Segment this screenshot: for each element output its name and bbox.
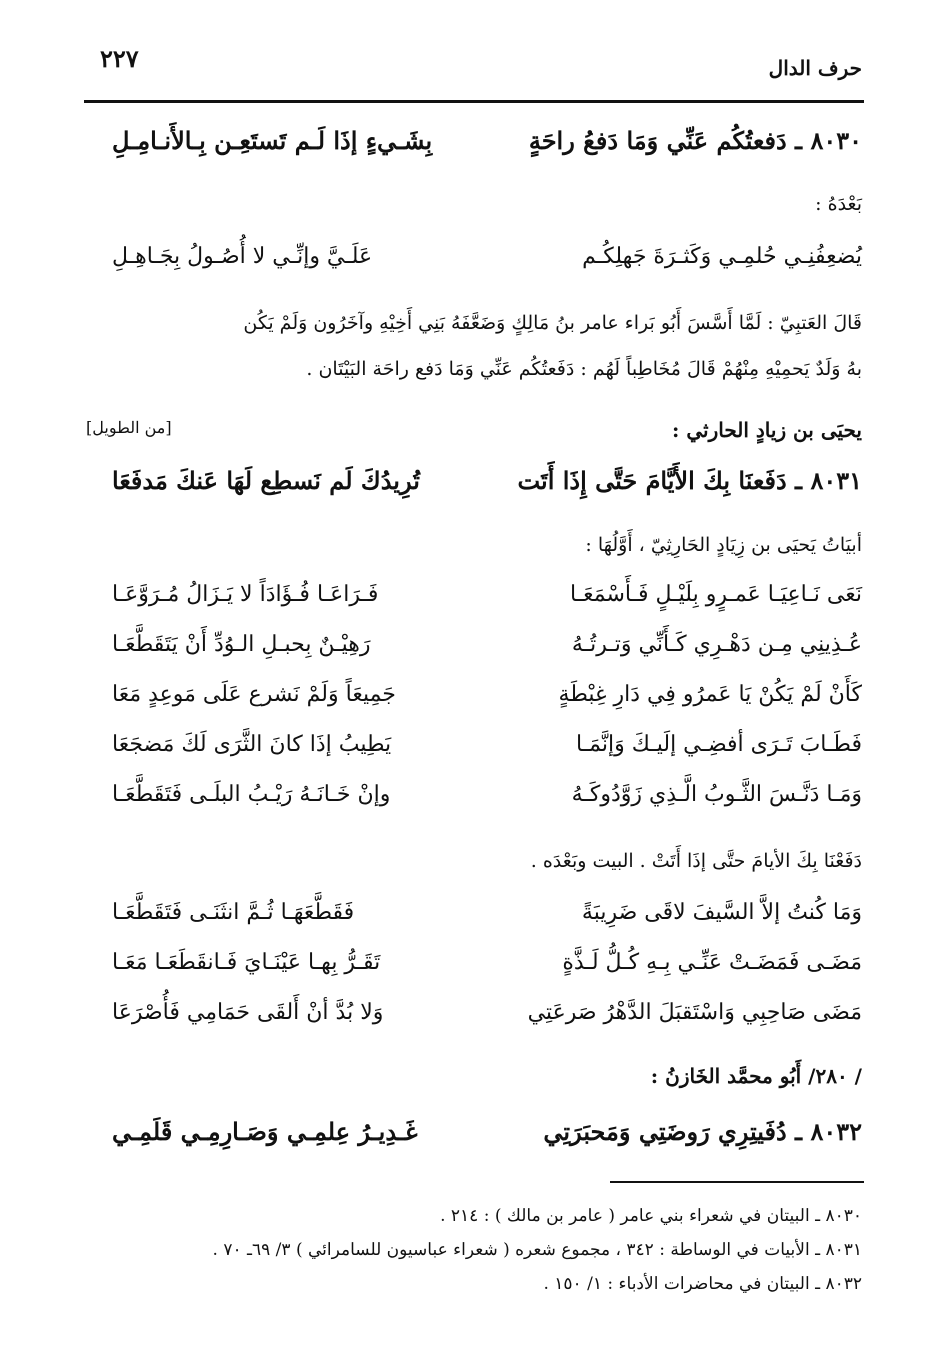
verse-hemistich-second: يَطِيبُ إذَا كانَ الثَّرَى لَكَ مَضجَعَا: [112, 732, 392, 757]
verse-hemistich-second: رَهِيْـنٌ بِحبـلِ الـوُدِّ أَنْ يَتَقَطَّعَـا: [112, 632, 371, 657]
verse-hemistich-second: تُرِيدُكَ لَم نَسطِع لَهَا عَنكَ مَدفَعَا: [112, 466, 420, 495]
poem-line: [112, 1000, 862, 1044]
footnote: ٨٠٣٢ ـ البيتان في محاضرات الأدباء : ١/ ١٥٠ .: [543, 1274, 862, 1294]
verse-hemistich-first: فَطَـابَ تَـرَى أفضِـي إلَيـكَ وَإنَّمَـا: [576, 732, 862, 757]
poem-line: [112, 900, 862, 944]
verse-hemistich-second: عَلَـيَّ وإنِّـي لا أُصُـولُ بِجَـاهِـلِ: [112, 244, 373, 269]
meter-label: [من الطويل]: [86, 418, 172, 437]
poet-heading: يحيَى بن زيادٍ الحارثي :: [672, 418, 862, 442]
poem-line: [112, 582, 862, 626]
verse-hemistich-first: عُـذِينِي مِـن دَهْـرِي كَـأَنِّي وَتـرتُـهُ: [571, 632, 862, 657]
verse-hemistich-second: بِشَـيءٍ إذَا لَـم تَستَعِـن بِـالأَنـامِـلِ: [112, 126, 433, 155]
verse-8030: [112, 126, 862, 170]
verse-hemistich-first: وَمَـا دَنَّـسَ الثَّـوبُ الَّـذِي زَوَّدُوكَـهُ: [571, 782, 862, 807]
page-number: ٢٢٧: [100, 44, 139, 73]
verse-hemistich-second: تَقَـرُّ بِهـا عَيْنَـايَ فَـانقَطَعَـا مَعَـا: [112, 950, 381, 975]
verse-hemistich-first: وَمَا كُنتُ إلاَّ السَّيفَ لاقَى ضَرِيبَةً: [581, 900, 862, 925]
verse-hemistich-first: يُضعِفُنِـي حُلمِـي وَكَثـرَةَ جَهلِكُـم: [582, 244, 862, 269]
verse-hemistich-first: مَضَـى فَمَضَـتْ عَنِّـي بِـهِ كُـلُّ لَـذَّةٍ: [562, 950, 862, 975]
poem-line: [112, 950, 862, 994]
poem-intro: أبيَاتُ يَحيَى بن زِيَادٍ الحَارِثِيّ ، أَوَّلُهَا :: [585, 534, 862, 556]
footnote: ٨٠٣٠ ـ البيتان في شعراء بني عامر ( عامر بن مالك ) : ٢١٤ .: [440, 1206, 862, 1226]
after-label: بَعْدَهُ :: [815, 193, 862, 215]
verse-hemistich-first: نَعَى نَـاعِيَـا عَمـرٍو بِلَيْـلٍ فَـأَسْمَعَـا: [569, 582, 862, 607]
verse-hemistich-first: ٨٠٣٢ ـ دُفَيتِرِي رَوضَتِي وَمَحبَرَتِي: [543, 1117, 862, 1146]
verse-hemistich-second: فَـرَاعَـا فُـؤَادَاً لا يَـزَالُ مُـرَوَّعَـا: [112, 582, 379, 607]
poet-heading: / ٢٨٠/ أَبُو محمَّد الخَازنُ :: [650, 1064, 862, 1088]
verse-hemistich-second: وَلا بُدَّ أنْ أَلقَى حَمَامِي فَأُصْرَعَا: [112, 1000, 384, 1025]
commentary-line-1: قَالَ العَتبِيّ : لَمَّا أَسَّسَ أَبُو بَراء عامر بنُ مَالِكٍ وَضَعَّفَهُ بَنِي أَخِيْهِ وآخَرُون وَلَمْ يَكُن: [243, 312, 862, 334]
verse-8032: [112, 1117, 862, 1161]
poem-line: [112, 732, 862, 776]
running-header: حرف الدال: [768, 56, 862, 80]
header-rule: [84, 100, 864, 103]
after-verse: [112, 244, 862, 288]
footnote: ٨٠٣١ ـ الأبيات في الوساطة : ٣٤٢ ، مجموع شعره ( شعراء عباسيون للسامرائي ) ٣/ ٦٩ـ ٧٠ .: [212, 1240, 862, 1260]
verse-8031: [112, 466, 862, 510]
footnote-rule: [610, 1181, 864, 1183]
poem-line: [112, 632, 862, 676]
verse-hemistich-first: مَضَى صَاحِبِي وَاسْتَقبَلَ الدَّهْرُ صَرعَتِي: [527, 1000, 862, 1025]
commentary-line-2: بهُ وَلَدٌ يَحمِيْهِ مِنْهُمْ قَالَ مُخَاطِباً لَهُم : دَفَعتُكُم عَنِّي وَمَا دَفع راحَة البَيْتَان .: [306, 358, 862, 380]
verse-hemistich-second: فَقَطَّعَهَـا ثُـمَّ انثَنَـى فَتَقَطَّعَـا: [112, 900, 355, 925]
quote-line: دَفَعْنَا بِكَ الأيامَ حتَّى إذَا أَتَتْ . البيت وبَعْدَه .: [530, 850, 862, 872]
verse-hemistich-second: وإنْ خَـانَـهُ رَيْـبُ البلَـى فَتَقَطَّعَـا: [112, 782, 391, 807]
verse-hemistich-second: غَـدِيـرُ عِلمِـي وَصَـارِمِـي قَلَمِـي: [112, 1117, 418, 1146]
poem-line: [112, 682, 862, 726]
verse-hemistich-first: ٨٠٣٠ ـ دَفعتُكُم عَنِّي وَمَا دَفعُ راحَةٍ: [528, 126, 862, 155]
verse-hemistich-second: جَمِيعَاً وَلَمْ نَشرع عَلَى مَوعِدٍ مَعَا: [112, 682, 396, 707]
verse-hemistich-first: كَأَنْ لَمْ يَكُنْ يَا عَمرُو فِي دَارِ غِبْطَةٍ: [558, 682, 862, 707]
poem-line: [112, 782, 862, 826]
verse-hemistich-first: ٨٠٣١ ـ دَفَعنَا بِكَ الأَيَّامَ حَتَّى إِذَا أَتَت: [517, 466, 862, 495]
